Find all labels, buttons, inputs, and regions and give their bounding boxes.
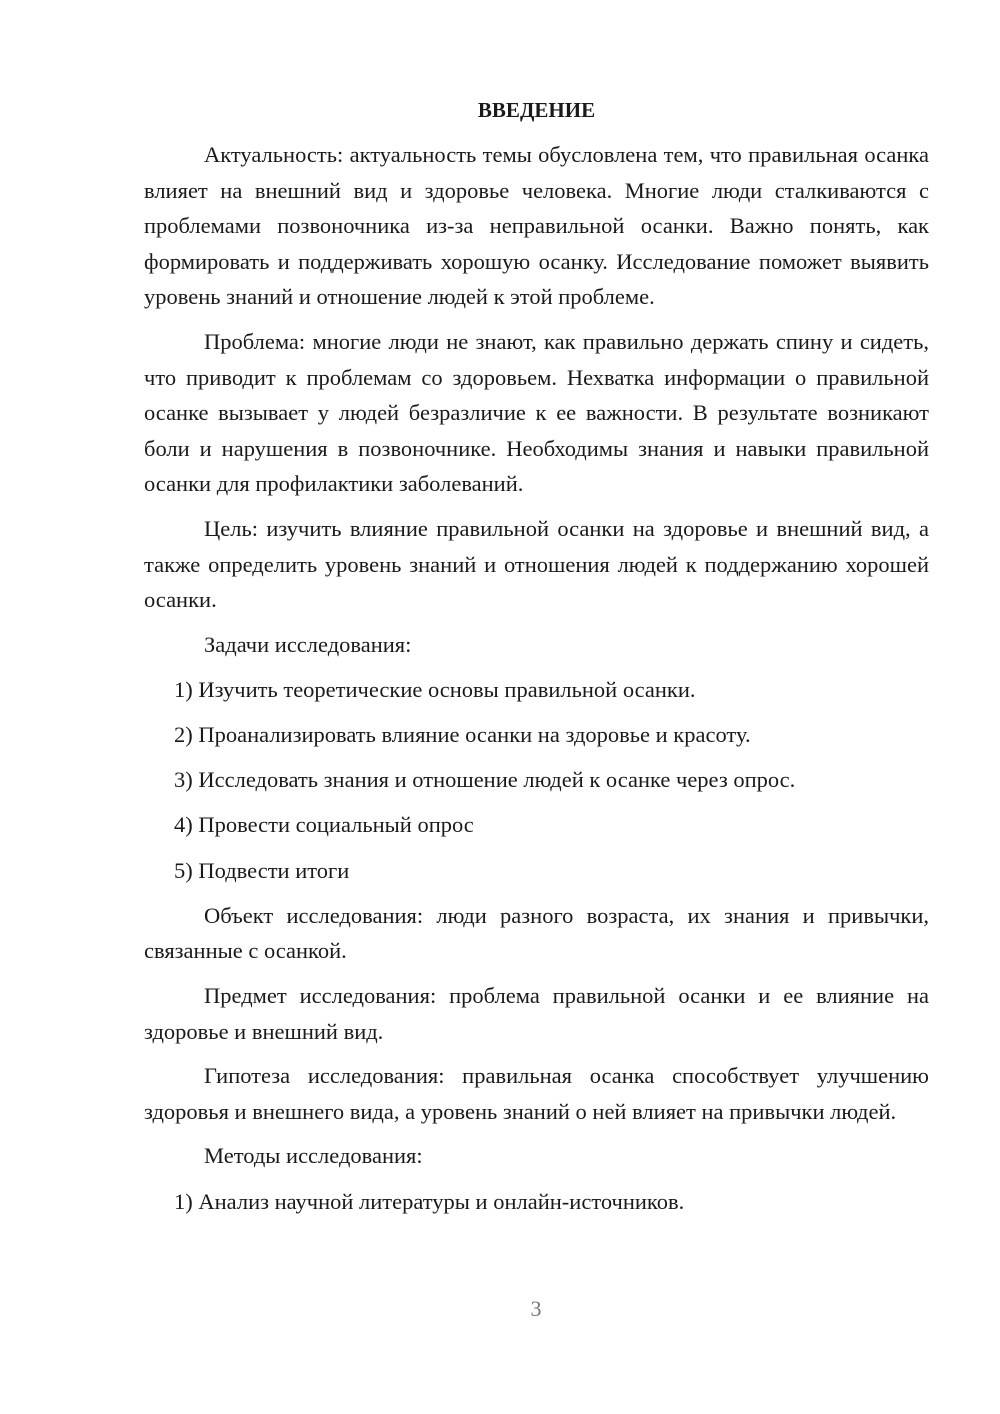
task-item: 1) Изучить теоретические основы правильной осанки. bbox=[174, 676, 696, 702]
section-title: ВВЕДЕНИЕ bbox=[477, 98, 596, 122]
paragraph-hypothesis: Гипотеза исследования: правильная осанка способствует улучшению здоровья и внешнего вида, а уровень знаний о ней влияет на привычки людей. bbox=[144, 1063, 929, 1124]
task-item: 5) Подвести итоги bbox=[174, 857, 350, 883]
method-item: 1) Анализ научной литературы и онлайн-источников. bbox=[174, 1188, 685, 1214]
methods-list bbox=[144, 1184, 929, 1220]
tasks-heading: Задачи исследования: bbox=[204, 631, 412, 657]
paragraph-object: Объект исследования: люди разного возраста, их знания и привычки, связанные с осанкой. bbox=[144, 902, 929, 964]
methods-heading: Методы исследования: bbox=[204, 1143, 423, 1169]
paragraph-relevance: Актуальность: актуальность темы обусловлена тем, что правильная осанка влияет на внешний вид и здоровье человека. Многие люди сталкиваются с проблемами позвоночника из-за неправильной осанки. Важно понять, как формировать и поддерживать хорошую осанку. Исследование поможет выявить уровень знаний и отношение людей к этой проблеме. bbox=[144, 142, 929, 310]
tasks-list bbox=[144, 672, 929, 888]
page-content bbox=[144, 94, 929, 1229]
paragraph-problem: Проблема: многие люди не знают, как правильно держать спину и сидеть, что приводит к проблемам со здоровьем. Нехватка информации о правильной осанке вызывает у людей безразличие к ее важности. В результате возникают боли и нарушения в позвоночнике. Необходимы знания и навыки правильной осанки для профилактики заболеваний. bbox=[144, 328, 929, 497]
page-number: 3 bbox=[530, 1296, 542, 1321]
task-item: 3) Исследовать знания и отношение людей к осанке через опрос. bbox=[174, 767, 796, 793]
paragraph-goal: Цель: изучить влияние правильной осанки на здоровье и внешний вид, а также определить уровень знаний и отношения людей к поддержанию хорошей осанки. bbox=[144, 515, 929, 613]
task-item: 2) Проанализировать влияние осанки на здоровье и красоту. bbox=[174, 722, 751, 748]
paragraph-subject: Предмет исследования: проблема правильной осанки и ее влияние на здоровье и внешний вид. bbox=[144, 983, 929, 1044]
task-item: 4) Провести социальный опрос bbox=[174, 812, 474, 838]
